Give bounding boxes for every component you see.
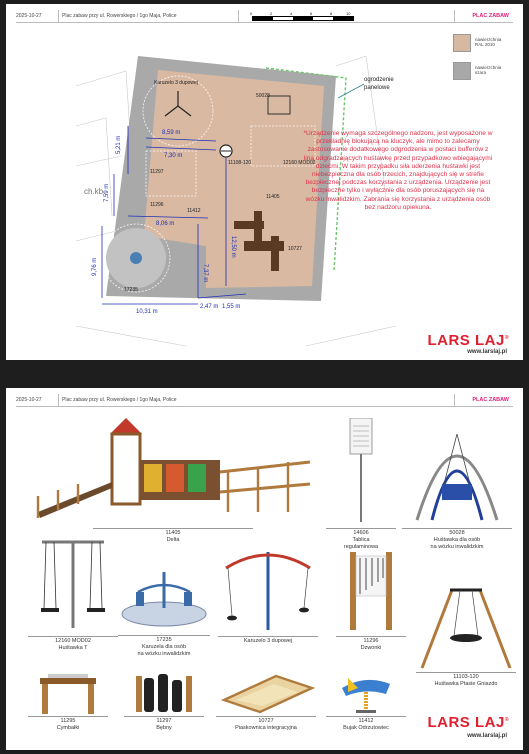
- product-card-11103: [416, 584, 516, 694]
- drums-illustration: [124, 670, 204, 714]
- safety-note: *Urządzenie wymaga szczególnego nadzoru, jest wyposażone w przekładnię blokującą na kluczyk, ale mimo to zalecamy zastosowanie dodatkowego odgrodzenia w postaci bufferów z liną odgradzających huśtawkę przed przypadkowo wbiegającymi dziećmi. W takim przypadku siła uderzenia huśtawki jest niebezpieczna dla osób trzecich, znajdujących się w strefie bezpiecznej podczas korzystania z urządzenia. Urządzenie jest bezpieczne tylko i wyłącznie dla osób poruszających się na wózku inwalidzkim. Zabrania się korzystania z urządzenia osób bez nadzoru opiekuna.: [303, 130, 493, 211]
- product-card-karuzela: [218, 538, 318, 658]
- product-card-11297: [124, 670, 204, 750]
- legend-swatch-grey: [453, 62, 471, 80]
- header-address: Plac zabaw przy ul. Rowerskiego / 1go Maja, Police: [62, 13, 177, 19]
- header-address: Plac zabaw przy ul. Rowerskiego / 1go Maja, Police: [62, 397, 177, 403]
- header-divider: [454, 10, 455, 22]
- product-code: 10727: [216, 716, 316, 725]
- product-code: 11412: [326, 716, 406, 725]
- dim-8-06: 8,06 m: [156, 221, 175, 227]
- product-name: Huśtawka Ptasie Gniazdo: [434, 681, 498, 687]
- header-rule: [16, 22, 513, 23]
- item-label-carousel: Karuzelo 3 dupowej: [154, 80, 198, 86]
- product-name: Delta: [166, 537, 180, 543]
- t-swing-illustration: [28, 536, 118, 632]
- scale-tick: 0: [250, 11, 253, 16]
- dim-7-30: 7,30 m: [164, 153, 183, 159]
- delta-illustration: [28, 412, 318, 524]
- dim-8-59: 8,59 m: [162, 130, 181, 136]
- sandbox-illustration: [216, 670, 316, 714]
- product-card-11296: [336, 548, 406, 668]
- item-label-10727: 10727: [288, 246, 302, 252]
- product-code: 50028: [402, 528, 512, 537]
- merry-go-round-glyph: [130, 252, 142, 264]
- tablica-illustration: [326, 418, 396, 526]
- product-code: 11405: [93, 528, 253, 537]
- product-card-11295: [28, 670, 108, 750]
- header-date: 2025-10-27: [16, 397, 42, 403]
- item-label-50028: 50028: [256, 93, 270, 99]
- dim-5-21: 5,21 m: [116, 135, 122, 154]
- product-name: Karuzela dla osób na wózku inwalidzkim: [137, 644, 191, 657]
- product-code: 11297: [124, 716, 204, 725]
- header-date: 2025-10-27: [16, 13, 42, 19]
- item-label-17235: 17235: [124, 287, 138, 293]
- dim-1-55: 1,55 m: [222, 304, 241, 310]
- product-card-tablica: [326, 418, 396, 558]
- header-divider: [238, 10, 239, 22]
- product-name: Karuzelo 3 dupowej: [243, 638, 293, 644]
- brand-name: LARS LAJ: [427, 332, 505, 349]
- scale-tick: 10 m: [346, 11, 351, 21]
- sheet-header: [16, 394, 513, 406]
- products-sheet: [6, 388, 523, 750]
- header-rule: [16, 406, 513, 407]
- product-code: 11295: [28, 716, 108, 725]
- chkb-label: ch.kb.: [84, 187, 106, 196]
- dim-7-37: 7,37 m: [202, 264, 208, 283]
- product-code: 17235: [118, 635, 210, 644]
- item-label-11108: 11108-120: [228, 160, 252, 166]
- product-card-11412: [326, 670, 406, 750]
- product-name: Huśtawka T: [58, 645, 88, 651]
- fence-label: ogrodzenie panelowe: [364, 77, 394, 91]
- item-label-11412: 11412: [187, 208, 201, 214]
- scale-tick: 2: [270, 11, 273, 16]
- header-divider: [58, 10, 59, 22]
- fence-pointer: [338, 82, 368, 102]
- scale-tick: 4: [290, 11, 293, 16]
- legend-swatch-ral: [453, 34, 471, 52]
- header-divider: [58, 394, 59, 406]
- brand-reg: ®: [504, 717, 509, 723]
- header-title: PLAC ZABAW: [472, 13, 509, 19]
- plan-sheet: [6, 4, 523, 360]
- product-card-17235: [118, 558, 210, 678]
- product-card-12160: [28, 536, 118, 666]
- brand-logo: [427, 714, 509, 731]
- product-code: 11103-120: [416, 672, 516, 681]
- product-card-10727: [216, 670, 316, 750]
- brand-reg: ®: [504, 335, 509, 341]
- scale-bar: [252, 12, 352, 22]
- brand-logo: [427, 332, 509, 349]
- dim-9-76: 9,76 m: [92, 257, 98, 276]
- product-name: Piaskownica integracyjna: [235, 725, 297, 731]
- item-label-12160: 12160 MOD02: [283, 160, 316, 166]
- product-name: Huśtawka dla osób na wózku inwalidzkim: [430, 537, 484, 550]
- legend-label: nawierzchnia RAL 2010: [475, 37, 502, 47]
- scale-bar-graphic: [252, 16, 354, 21]
- dim-2-47: 2,47 m: [200, 304, 219, 310]
- product-card-delta: [28, 412, 318, 552]
- spring-rider-illustration: [326, 670, 406, 714]
- product-code: 12160 MOD02: [28, 636, 118, 645]
- item-label-11297: 11297: [150, 169, 164, 175]
- accessible-merry-go-round-illustration: [118, 558, 210, 630]
- product-name: Dzwonki: [360, 645, 382, 651]
- product-name: Bujak Odrzutowiec: [343, 725, 389, 731]
- legend-label: nawierzchnia szara: [475, 65, 502, 75]
- product-name: Bębny: [156, 725, 172, 731]
- dim-10-31: 10,31 m: [136, 309, 158, 315]
- brand-name: LARS LAJ: [427, 714, 505, 731]
- brand-url: www.larslaj.pl: [467, 733, 507, 739]
- scale-tick: 6: [310, 11, 313, 16]
- xylophone-illustration: [28, 670, 108, 714]
- nest-swing-illustration: [416, 584, 516, 670]
- product-name: Tablica regulaminowa: [343, 537, 379, 550]
- item-label-11405: 11405: [266, 194, 280, 200]
- brand-url: www.larslaj.pl: [467, 349, 507, 355]
- rope-carousel-illustration: [218, 538, 318, 634]
- dim-7-59: 7,59 m: [104, 183, 110, 202]
- header-divider: [454, 394, 455, 406]
- chimes-illustration: [336, 548, 406, 632]
- dim-12-50: 12,50 m: [230, 236, 236, 258]
- product-code: 11296: [336, 636, 406, 645]
- product-code: 14606: [326, 528, 396, 537]
- header-title: PLAC ZABAW: [472, 397, 509, 403]
- item-label-11296: 11296: [150, 202, 164, 208]
- product-card-50028: [402, 412, 512, 558]
- wheelchair-swing-illustration: [402, 412, 512, 524]
- product-name: Cymbałki: [56, 725, 80, 731]
- scale-tick: 8: [330, 11, 333, 16]
